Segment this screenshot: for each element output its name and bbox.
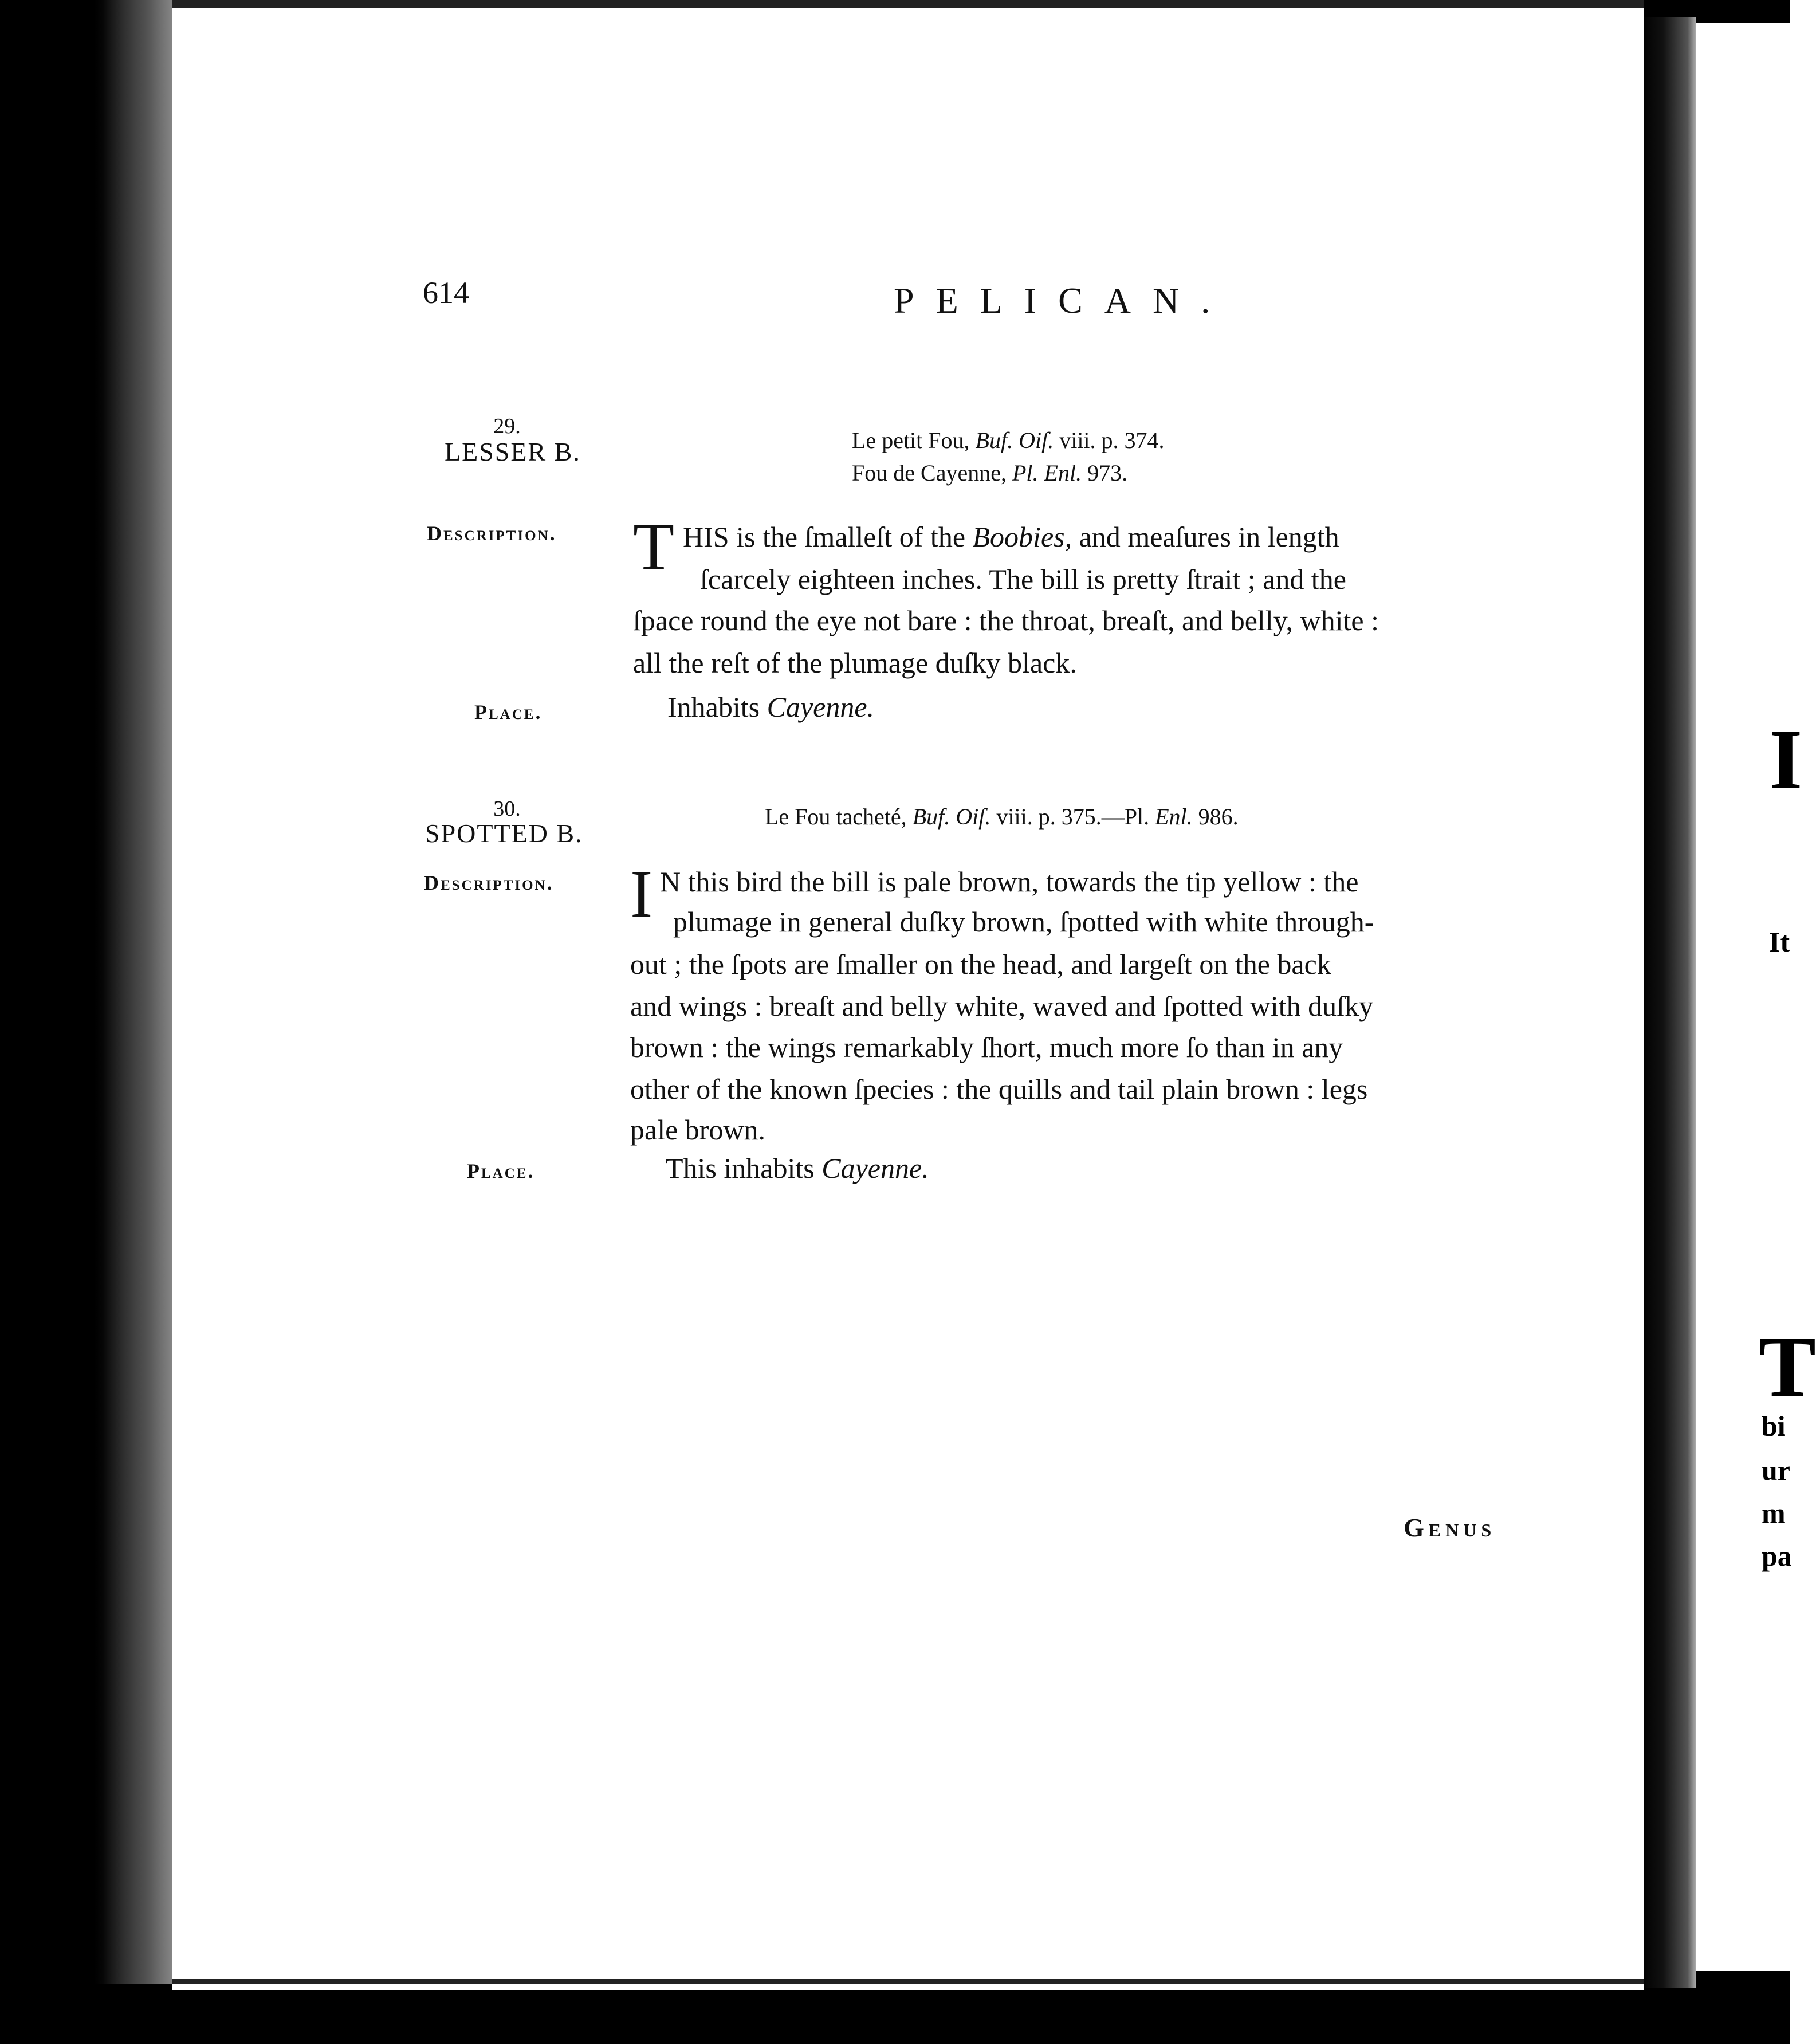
catchword: Genus bbox=[1404, 1513, 1496, 1542]
synonym-line: Le Fou tacheté, Buf. Oiſ. viii. p. 375.—Pl. Enl. 986. bbox=[765, 804, 1239, 830]
description-line: plumage in general duſky brown, ſpotted with white through- bbox=[673, 906, 1374, 938]
description-label: Description. bbox=[427, 522, 557, 545]
facing-page bbox=[1690, 23, 1816, 1971]
scan-margin-bottom bbox=[0, 1984, 1790, 2044]
entry-number: 29. bbox=[493, 414, 521, 438]
facing-page-fragment: pa bbox=[1762, 1540, 1792, 1572]
description-line: ſcarcely eighteen inches. The bill is pretty ſtrait ; and the bbox=[700, 563, 1346, 595]
description-line: and wings : breaſt and belly white, waved and ſpotted with duſky bbox=[630, 990, 1374, 1022]
facing-page-fragment: m bbox=[1762, 1497, 1786, 1529]
description-line: brown : the wings remarkably ſhort, much more ſo than in any bbox=[630, 1031, 1343, 1063]
description-line: out ; the ſpots are ſmaller on the head, and largeſt on the back bbox=[630, 948, 1331, 980]
facing-page-fragment: T bbox=[1759, 1319, 1816, 1414]
species-name: LESSER B. bbox=[445, 437, 581, 466]
place-label: Place. bbox=[474, 701, 543, 724]
place-label: Place. bbox=[467, 1159, 535, 1182]
description-line: N this bird the bill is pale brown, towards the tip yellow : the bbox=[660, 866, 1359, 898]
facing-page-fragment: ur bbox=[1762, 1454, 1790, 1486]
drop-cap: T bbox=[633, 509, 675, 584]
description-line: pale brown. bbox=[630, 1114, 766, 1146]
place-text: Inhabits Cayenne. bbox=[667, 691, 875, 723]
synonym-line: Fou de Cayenne, Pl. Enl. 973. bbox=[852, 460, 1128, 486]
description-line: ſpace round the eye not bare : the throat, breaſt, and belly, white : bbox=[633, 604, 1379, 636]
description-line: other of the known ſpecies : the quills and tail plain brown : legs bbox=[630, 1073, 1368, 1105]
description-line: HIS is the ſmalleſt of the Boobies, and meaſures in length bbox=[683, 521, 1339, 553]
page-edge bbox=[172, 1979, 1644, 1984]
description-label: Description. bbox=[424, 871, 554, 894]
drop-cap: I bbox=[630, 856, 653, 931]
book-gutter bbox=[1641, 17, 1696, 1988]
facing-page-fragment: It bbox=[1769, 926, 1790, 958]
page-number: 614 bbox=[423, 276, 469, 310]
running-title: PELICAN. bbox=[894, 280, 1232, 321]
description-line: all the reſt of the plumage duſky black. bbox=[633, 647, 1077, 679]
entry-number: 30. bbox=[493, 797, 521, 821]
scan-margin-left bbox=[0, 0, 172, 2044]
place-text: This inhabits Cayenne. bbox=[666, 1152, 929, 1184]
facing-page-fragment: I bbox=[1769, 712, 1803, 807]
species-name: SPOTTED B. bbox=[425, 819, 583, 848]
facing-page-fragment: bi bbox=[1762, 1410, 1786, 1442]
synonym-line: Le petit Fou, Buf. Oiſ. viii. p. 374. bbox=[852, 427, 1165, 453]
